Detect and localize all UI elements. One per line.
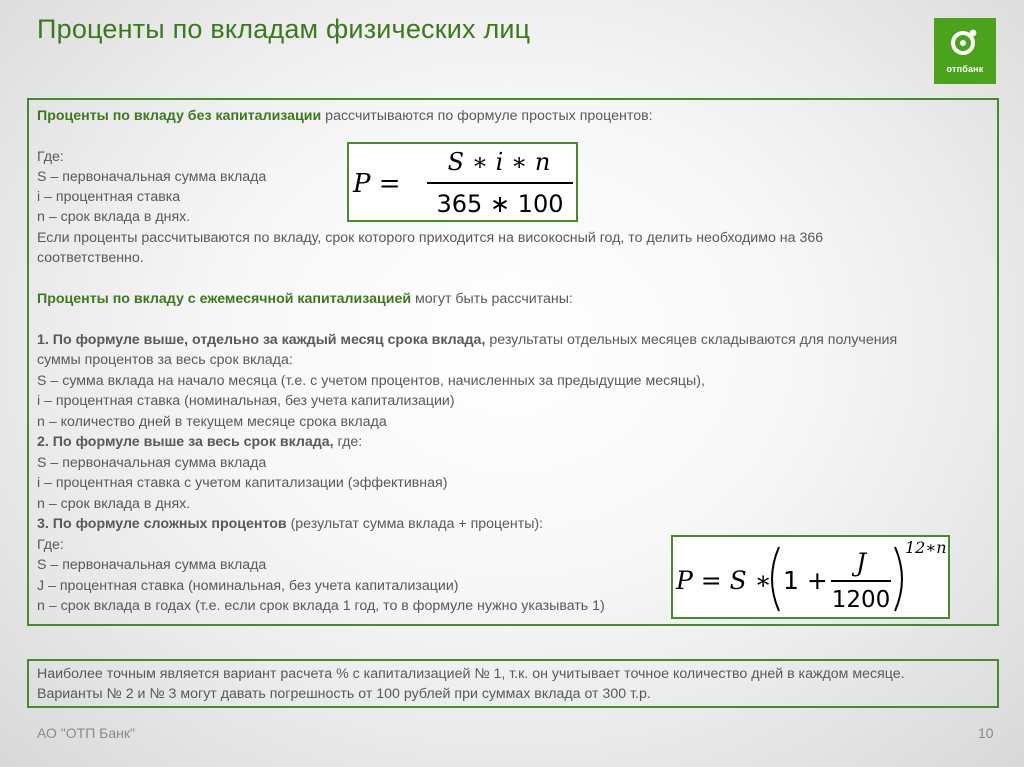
left-paren xyxy=(772,547,779,611)
where-label: Где: xyxy=(37,537,64,553)
otp-bank-logo xyxy=(934,18,996,84)
formula2-exponent: 12∗n xyxy=(905,538,947,557)
list-item: n – срок вклада в днях. xyxy=(37,496,191,512)
list-item: S – первоначальная сумма вклада xyxy=(37,557,267,573)
footer-company: АО "ОТП Банк" xyxy=(37,725,135,741)
list-item: i – процентная ставка (номинальная, без учета капитализации) xyxy=(37,393,455,409)
formula2-one-plus: 1 + xyxy=(783,566,828,595)
formula1-numerator: S ∗ i ∗ n xyxy=(447,148,551,176)
formula2-numerator: J xyxy=(855,548,867,577)
list-item: i – процентная ставка xyxy=(37,189,181,205)
formula1-lhs: P = xyxy=(353,169,401,199)
section2-heading: Проценты по вкладу с ежемесячной капитализацией могут быть рассчитаны: xyxy=(37,291,573,307)
logo-text: отпбанк xyxy=(946,64,984,74)
accuracy-note-line1: Наиболее точным является вариант расчета % с капитализацией № 1, т.к. он учитывает точное количество дней в каждом месяце. xyxy=(37,666,905,682)
right-paren xyxy=(895,547,902,611)
list-item: n – количество дней в текущем месяце срока вклада xyxy=(37,414,387,430)
simple-interest-formula xyxy=(347,142,578,222)
page-number: 10 xyxy=(978,725,994,741)
method3-heading: 3. По формуле сложных процентов (результат сумма вклада + проценты): xyxy=(37,516,544,532)
list-item: J – процентная ставка (номинальная, без учета капитализации) xyxy=(37,578,459,594)
compound-interest-formula xyxy=(671,535,950,619)
otp-logo-icon xyxy=(950,27,980,57)
leap-year-note-cont: соответственно. xyxy=(37,250,144,266)
where-label: Где: xyxy=(37,149,64,165)
method1-heading: 1. По формуле выше, отдельно за каждый месяц срока вклада, результаты отдельных месяцев складываются для получения xyxy=(37,332,898,348)
list-item: n – срок вклада в годах (т.е. если срок вклада 1 год, то в формуле нужно указывать 1) xyxy=(37,598,605,614)
leap-year-note: Если проценты рассчитываются по вкладу, срок которого приходится на високосный год, то делить необходимо на 366 xyxy=(37,230,824,246)
list-item: S – сумма вклада на начало месяца (т.е. с учетом процентов, начисленных за предыдущие месяцы), xyxy=(37,373,705,389)
list-item: i – процентная ставка с учетом капитализации (эффективная) xyxy=(37,475,448,491)
method2-heading: 2. По формуле выше за весь срок вклада, где: xyxy=(37,434,363,450)
list-item: n – срок вклада в днях. xyxy=(37,209,191,225)
formula2-denominator: 1200 xyxy=(831,587,891,613)
formula1-denominator: 365 ∗ 100 xyxy=(436,190,564,218)
page-title: Проценты по вкладам физических лиц xyxy=(37,14,531,44)
formula2-lhs: P = S ∗ xyxy=(676,566,772,595)
list-item: S – первоначальная сумма вклада xyxy=(37,455,267,471)
method1-heading-cont: суммы процентов за весь срок вклада: xyxy=(37,352,293,368)
section1-heading: Проценты по вкладу без капитализации рассчитываются по формуле простых процентов: xyxy=(37,108,653,124)
list-item: S – первоначальная сумма вклада xyxy=(37,169,267,185)
accuracy-note-line2: Варианты № 2 и № 3 могут давать погрешность от 100 рублей при суммах вклада от 300 т.р. xyxy=(37,686,651,702)
